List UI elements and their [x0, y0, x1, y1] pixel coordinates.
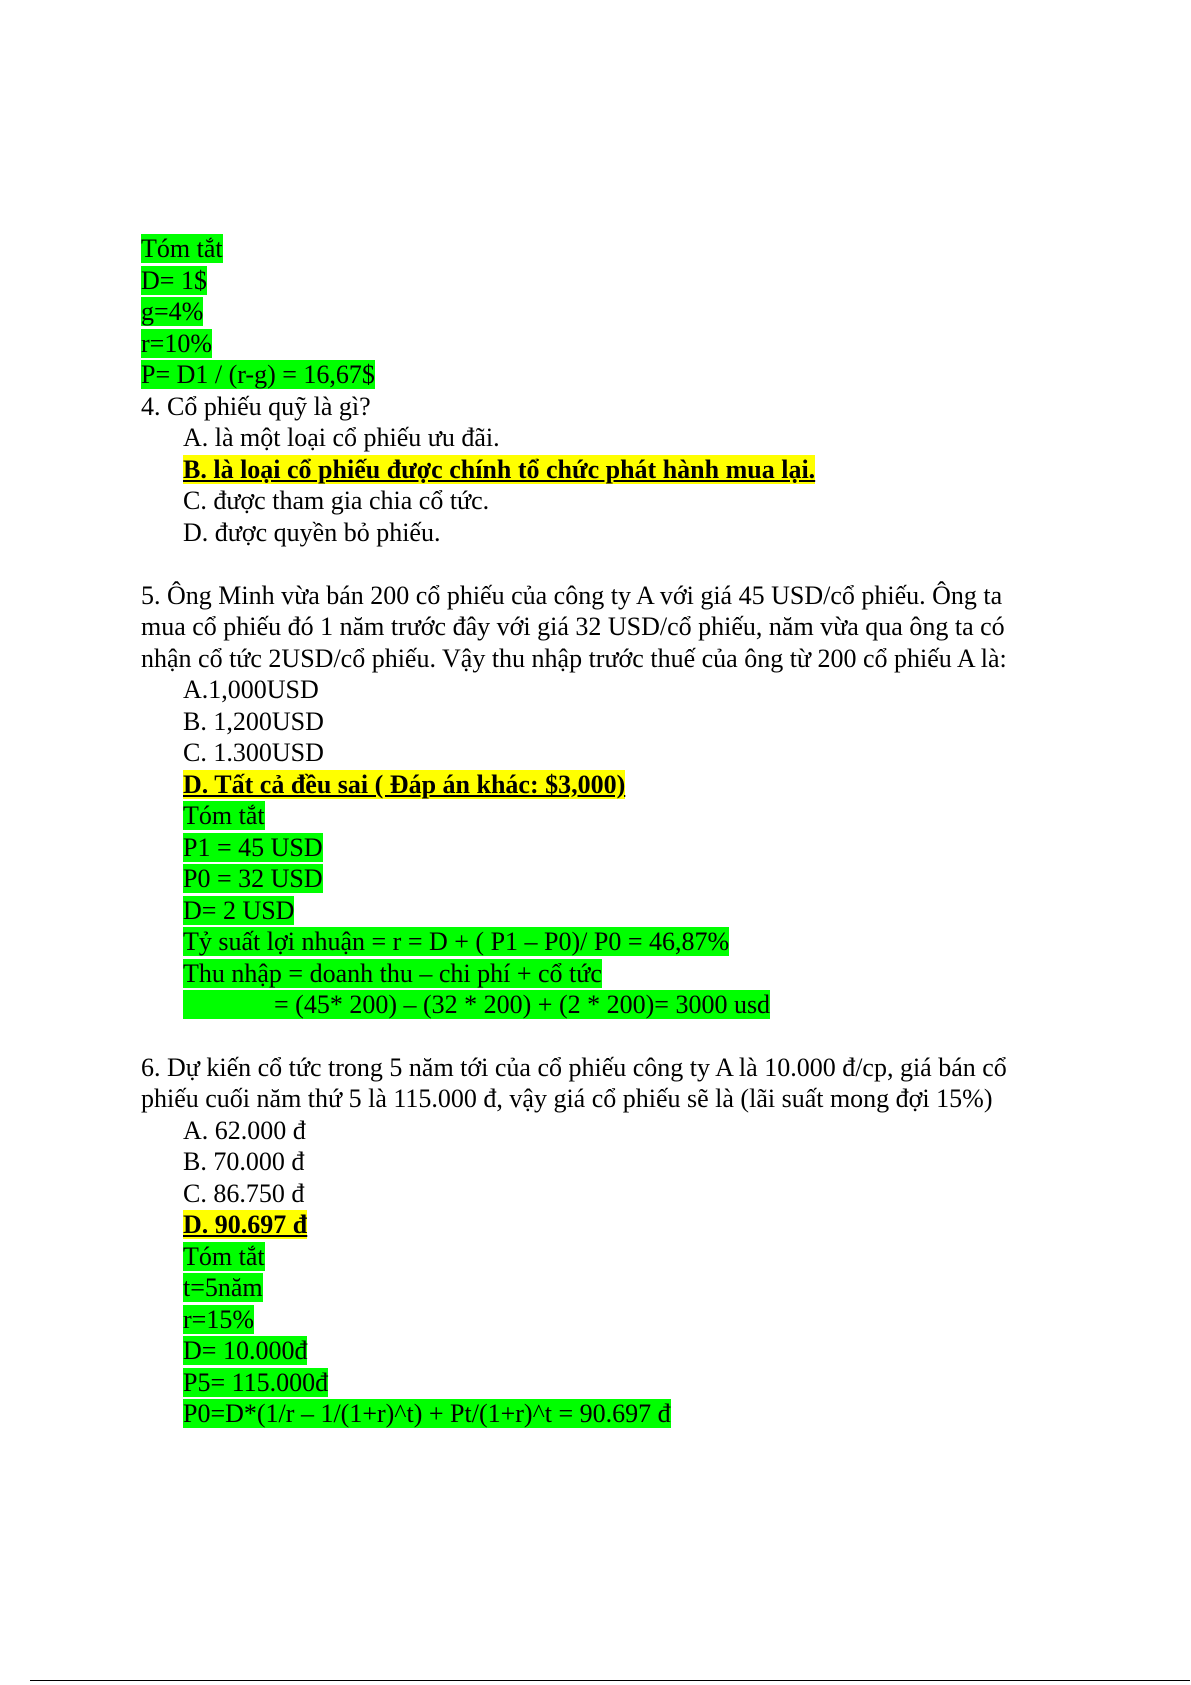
- q6-summary-line: r=15%: [183, 1305, 254, 1334]
- q5-question-line: mua cổ phiếu đó 1 năm trước đây với giá 32 USD/cổ phiếu, năm vừa qua ông ta có: [141, 612, 1005, 641]
- q5-summary-title: Tóm tắt: [183, 801, 265, 830]
- summary1-line: D= 1$: [141, 266, 207, 295]
- q6-summary-line: D= 10.000đ: [183, 1336, 308, 1365]
- q5-option-c: C. 1.300USD: [183, 738, 324, 767]
- q4-option-c: C. được tham gia chia cổ tức.: [183, 486, 490, 515]
- q5-question-line: 5. Ông Minh vừa bán 200 cổ phiếu của công ty A với giá 45 USD/cổ phiếu. Ông ta: [141, 581, 1003, 610]
- summary1-title: Tóm tắt: [141, 234, 223, 263]
- summary1-line: g=4%: [141, 297, 204, 326]
- q6-question-line: 6. Dự kiến cổ tức trong 5 năm tới của cổ phiếu công ty A là 10.000 đ/cp, giá bán cổ: [141, 1053, 1007, 1082]
- q4-question: 4. Cổ phiếu quỹ là gì?: [141, 392, 371, 421]
- page-bottom-rule: [30, 1680, 1190, 1681]
- q6-question-line: phiếu cuối năm thứ 5 là 115.000 đ, vậy giá cổ phiếu sẽ là (lãi suất mong đợi 15%): [141, 1084, 993, 1113]
- q6-summary-line: t=5năm: [183, 1273, 263, 1302]
- q4-option-a: A. là một loại cổ phiếu ưu đãi.: [183, 423, 500, 452]
- q6-summary-title: Tóm tắt: [183, 1242, 265, 1271]
- q6-summary-line: P5= 115.000đ: [183, 1368, 329, 1397]
- q5-summary-line: P0 = 32 USD: [183, 864, 323, 893]
- q5-summary-line: Tỷ suất lợi nhuận = r = D + ( P1 – P0)/ P0 = 46,87%: [183, 927, 730, 956]
- q6-option-a: A. 62.000 đ: [183, 1116, 306, 1145]
- summary1-line: r=10%: [141, 329, 212, 358]
- q6-option-b: B. 70.000 đ: [183, 1147, 305, 1176]
- q5-option-d-answer: D. Tất cả đều sai ( Đáp án khác: $3,000): [183, 770, 626, 799]
- q6-option-d-answer: D. 90.697 đ: [183, 1210, 308, 1239]
- q5-summary-line: P1 = 45 USD: [183, 833, 323, 862]
- q4-option-b-answer: B. là loại cổ phiếu được chính tổ chức phát hành mua lại.: [183, 455, 816, 484]
- q5-option-a: A.1,000USD: [183, 675, 319, 704]
- q5-question-line: nhận cổ tức 2USD/cổ phiếu. Vậy thu nhập trước thuế của ông từ 200 cổ phiếu A là:: [141, 644, 1007, 673]
- q5-option-b: B. 1,200USD: [183, 707, 324, 736]
- q4-option-d: D. được quyền bỏ phiếu.: [183, 518, 441, 547]
- q6-summary-formula: P0=D*(1/r – 1/(1+r)^t) + Pt/(1+r)^t = 90.697 đ: [183, 1399, 671, 1428]
- q5-summary-line: Thu nhập = doanh thu – chi phí + cổ tức: [183, 959, 602, 988]
- q6-option-c: C. 86.750 đ: [183, 1179, 305, 1208]
- q5-summary-line: = (45* 200) – (32 * 200) + (2 * 200)= 3000 usd: [183, 990, 771, 1019]
- q5-summary-line: D= 2 USD: [183, 896, 295, 925]
- summary1-formula: P= D1 / (r-g) = 16,67$: [141, 360, 375, 389]
